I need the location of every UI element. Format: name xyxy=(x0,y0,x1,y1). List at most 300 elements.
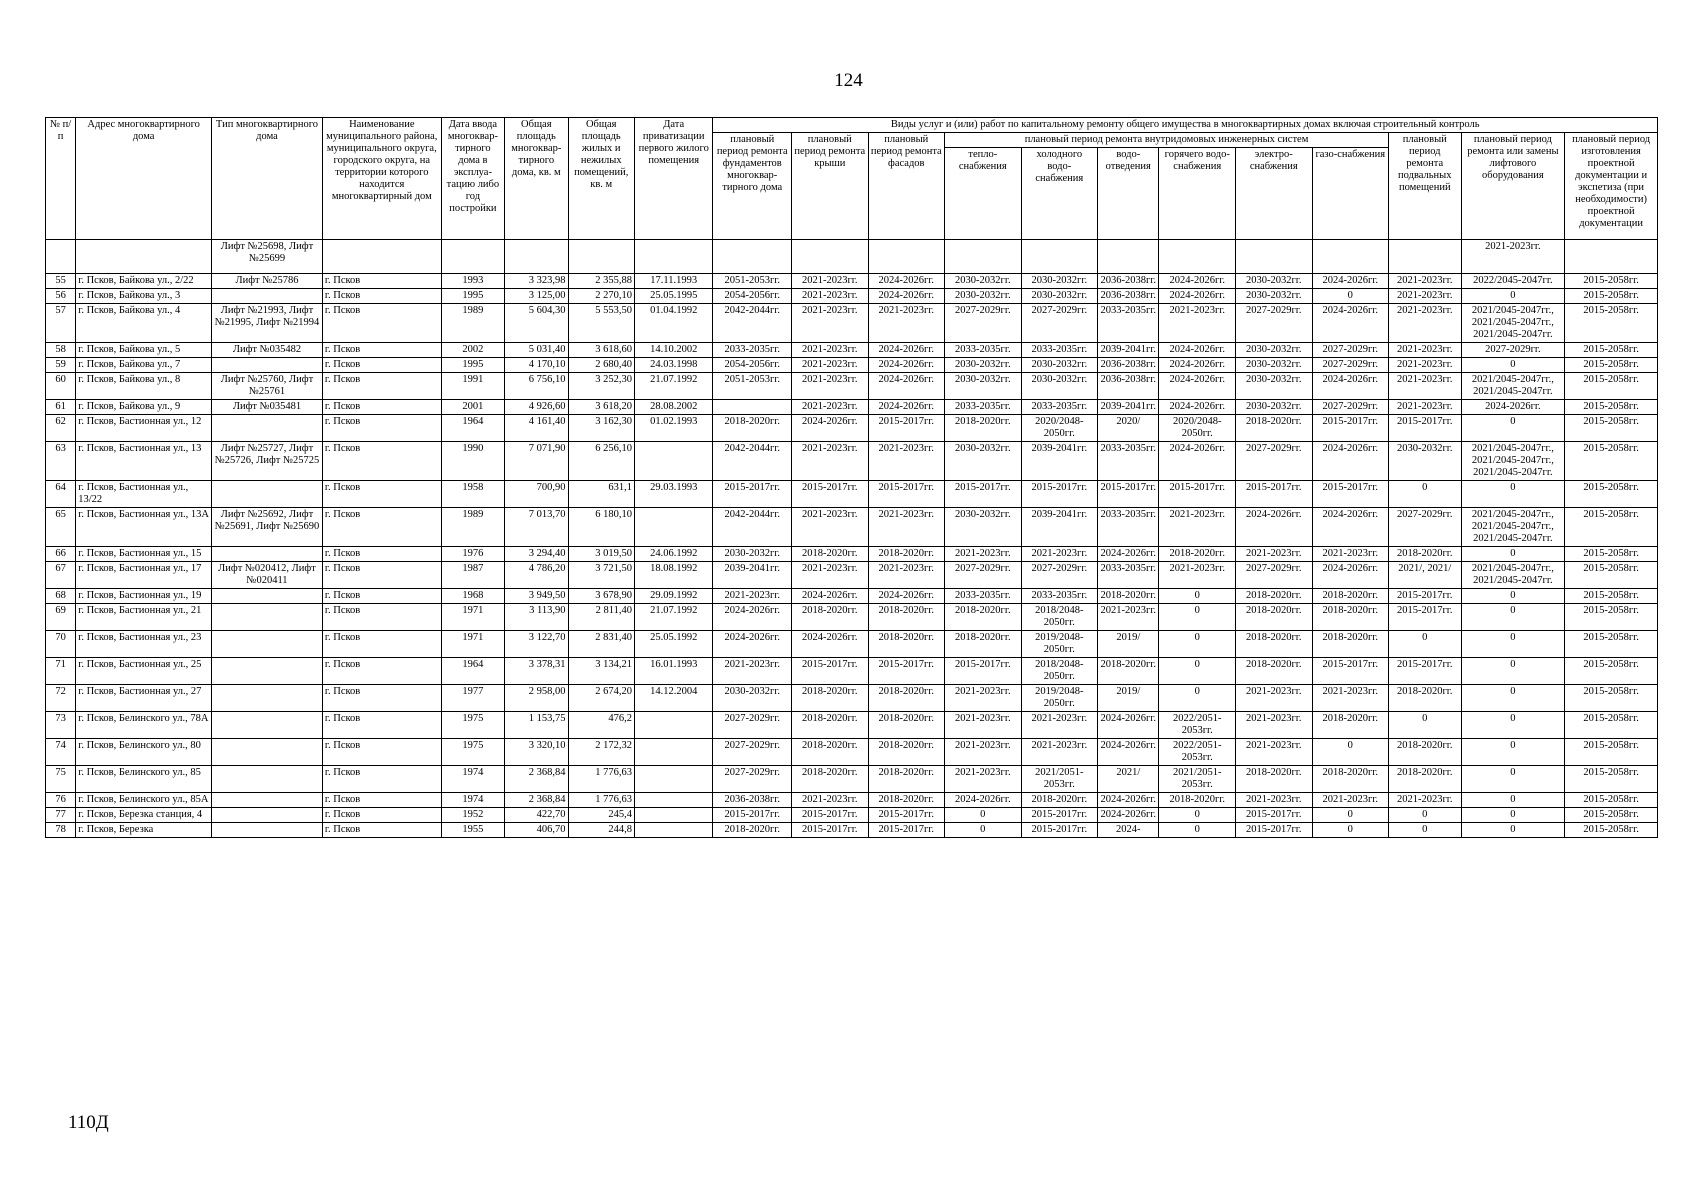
row-privatization xyxy=(634,712,713,739)
row-total-area: 3 122,70 xyxy=(505,631,568,658)
row-number: 70 xyxy=(46,631,76,658)
table-row xyxy=(46,766,1658,793)
row-gas: 2021-2023гг. xyxy=(1312,793,1389,808)
header-sewer: водо-отведения xyxy=(1098,148,1159,240)
row-basement: 2021/, 2021/ xyxy=(1389,562,1461,589)
row-gas: 2018-2020гг. xyxy=(1312,766,1389,793)
row-foundation: 2054-2056гг. xyxy=(713,289,792,304)
row-elevator: 2021/2045-2047гг., 2021/2045-2047гг. xyxy=(1461,373,1565,400)
row-cold-water: 2015-2017гг. xyxy=(1021,823,1098,838)
row-year: 1971 xyxy=(441,631,504,658)
row-sewer: 2018-2020гг. xyxy=(1098,658,1159,685)
row-gas: 2024-2026гг. xyxy=(1312,304,1389,343)
row-facade: 2018-2020гг. xyxy=(868,685,945,712)
row-design: 2015-2058гг. xyxy=(1565,481,1658,508)
row-electric: 2015-2017гг. xyxy=(1236,808,1313,823)
row-basement: 2015-2017гг. xyxy=(1389,658,1461,685)
row-number: 72 xyxy=(46,685,76,712)
row-address: г. Псков, Байкова ул., 2/22 xyxy=(76,274,212,289)
table-row xyxy=(46,400,1658,415)
row-foundation: 2039-2041гг. xyxy=(713,562,792,589)
row-heat: 2033-2035гг. xyxy=(945,400,1022,415)
header-municipality: Наименование муниципального района, муниципального округа, городского округа, на территории которого находится многоквартирный дом xyxy=(322,118,441,240)
row-total-area: 3 323,98 xyxy=(505,274,568,289)
row-foundation: 2024-2026гг. xyxy=(713,631,792,658)
row-year: 1952 xyxy=(441,808,504,823)
row-foundation: 2027-2029гг. xyxy=(713,739,792,766)
row-foundation: 2024-2026гг. xyxy=(713,604,792,631)
header-elevator: плановый период ремонта или замены лифтового оборудования xyxy=(1461,133,1565,240)
row-hot-water: 2024-2026гг. xyxy=(1159,400,1236,415)
row-facade: 2018-2020гг. xyxy=(868,712,945,739)
row-number: 74 xyxy=(46,739,76,766)
row-elevator: 2021/2045-2047гг., 2021/2045-2047гг. xyxy=(1461,562,1565,589)
row-sewer: 2024-2026гг. xyxy=(1098,712,1159,739)
row-total-area: 3 949,50 xyxy=(505,589,568,604)
row-cold-water: 2018/2048-2050гг. xyxy=(1021,658,1098,685)
table-row xyxy=(46,712,1658,739)
row-year: 1987 xyxy=(441,562,504,589)
row-roof: 2024-2026гг. xyxy=(792,415,869,442)
row-type xyxy=(212,808,323,823)
row-heat: 2024-2026гг. xyxy=(945,793,1022,808)
row-number: 61 xyxy=(46,400,76,415)
row-number: 75 xyxy=(46,766,76,793)
row-foundation: 2042-2044гг. xyxy=(713,442,792,481)
row-living-area: 1 776,63 xyxy=(568,766,634,793)
row-elevator: 2021/2045-2047гг., 2021/2045-2047гг., 2021/2045-2047гг. xyxy=(1461,442,1565,481)
row-facade: 2024-2026гг. xyxy=(868,343,945,358)
table-row xyxy=(46,631,1658,658)
row-facade: 2024-2026гг. xyxy=(868,274,945,289)
row-address: г. Псков, Байкова ул., 8 xyxy=(76,373,212,400)
row-electric: 2018-2020гг. xyxy=(1236,589,1313,604)
row-number: 67 xyxy=(46,562,76,589)
continuation-type: Лифт №25698, Лифт №25699 xyxy=(212,240,323,274)
header-engineering-group: плановый период ремонта внутридомовых инженерных систем xyxy=(945,133,1389,148)
row-municipality: г. Псков xyxy=(322,589,441,604)
row-gas: 2015-2017гг. xyxy=(1312,481,1389,508)
row-electric: 2018-2020гг. xyxy=(1236,604,1313,631)
row-sewer: 2039-2041гг. xyxy=(1098,400,1159,415)
row-type xyxy=(212,631,323,658)
row-basement: 2030-2032гг. xyxy=(1389,442,1461,481)
row-municipality: г. Псков xyxy=(322,415,441,442)
row-type xyxy=(212,685,323,712)
row-elevator: 2022/2045-2047гг. xyxy=(1461,274,1565,289)
row-type xyxy=(212,658,323,685)
row-year: 1990 xyxy=(441,442,504,481)
row-gas: 2018-2020гг. xyxy=(1312,604,1389,631)
row-total-area: 4 926,60 xyxy=(505,400,568,415)
row-living-area: 3 019,50 xyxy=(568,547,634,562)
header-num: № п/п xyxy=(46,118,76,240)
row-living-area: 2 831,40 xyxy=(568,631,634,658)
row-year: 1995 xyxy=(441,358,504,373)
row-hot-water: 2024-2026гг. xyxy=(1159,358,1236,373)
row-privatization: 21.07.1992 xyxy=(634,373,713,400)
row-municipality: г. Псков xyxy=(322,793,441,808)
row-address: г. Псков, Бастионная ул., 13А xyxy=(76,508,212,547)
row-electric: 2024-2026гг. xyxy=(1236,508,1313,547)
row-heat: 2030-2032гг. xyxy=(945,442,1022,481)
row-privatization: 29.03.1993 xyxy=(634,481,713,508)
row-hot-water: 2022/2051-2053гг. xyxy=(1159,739,1236,766)
row-design: 2015-2058гг. xyxy=(1565,562,1658,589)
row-hot-water: 2018-2020гг. xyxy=(1159,547,1236,562)
row-cold-water: 2027-2029гг. xyxy=(1021,562,1098,589)
row-type: Лифт №25786 xyxy=(212,274,323,289)
row-total-area: 5 031,40 xyxy=(505,343,568,358)
row-design: 2015-2058гг. xyxy=(1565,604,1658,631)
row-facade: 2015-2017гг. xyxy=(868,415,945,442)
row-address: г. Псков, Бастионная ул., 23 xyxy=(76,631,212,658)
row-municipality: г. Псков xyxy=(322,400,441,415)
continuation-row xyxy=(46,240,1658,274)
row-total-area: 422,70 xyxy=(505,808,568,823)
row-roof: 2021-2023гг. xyxy=(792,793,869,808)
row-basement: 0 xyxy=(1389,631,1461,658)
row-address: г. Псков, Бастионная ул., 25 xyxy=(76,658,212,685)
row-design: 2015-2058гг. xyxy=(1565,808,1658,823)
row-heat: 0 xyxy=(945,808,1022,823)
row-facade: 2018-2020гг. xyxy=(868,547,945,562)
row-facade: 2018-2020гг. xyxy=(868,739,945,766)
row-gas: 2021-2023гг. xyxy=(1312,685,1389,712)
row-foundation: 2030-2032гг. xyxy=(713,547,792,562)
row-year: 1976 xyxy=(441,547,504,562)
row-living-area: 3 618,20 xyxy=(568,400,634,415)
row-municipality: г. Псков xyxy=(322,508,441,547)
row-year: 1968 xyxy=(441,589,504,604)
row-type xyxy=(212,604,323,631)
row-hot-water: 2024-2026гг. xyxy=(1159,289,1236,304)
row-facade: 2024-2026гг. xyxy=(868,358,945,373)
row-facade: 2015-2017гг. xyxy=(868,658,945,685)
row-total-area: 4 161,40 xyxy=(505,415,568,442)
row-type: Лифт №25760, Лифт №25761 xyxy=(212,373,323,400)
row-roof: 2021-2023гг. xyxy=(792,358,869,373)
row-total-area: 700,90 xyxy=(505,481,568,508)
row-heat: 2033-2035гг. xyxy=(945,343,1022,358)
row-facade: 2024-2026гг. xyxy=(868,373,945,400)
row-elevator: 0 xyxy=(1461,823,1565,838)
header-hot-water: горячего водо-снабжения xyxy=(1159,148,1236,240)
row-elevator: 0 xyxy=(1461,547,1565,562)
row-number: 58 xyxy=(46,343,76,358)
row-design: 2015-2058гг. xyxy=(1565,508,1658,547)
row-year: 1991 xyxy=(441,373,504,400)
row-basement: 2021-2023гг. xyxy=(1389,400,1461,415)
row-heat: 2021-2023гг. xyxy=(945,766,1022,793)
row-electric: 2027-2029гг. xyxy=(1236,304,1313,343)
row-address: г. Псков, Белинского ул., 78А xyxy=(76,712,212,739)
row-municipality: г. Псков xyxy=(322,343,441,358)
row-hot-water: 0 xyxy=(1159,808,1236,823)
row-cold-water: 2033-2035гг. xyxy=(1021,400,1098,415)
row-hot-water: 2024-2026гг. xyxy=(1159,373,1236,400)
header-living-area: Общая площадь жилых и нежилых помещений, кв. м xyxy=(568,118,634,240)
row-type xyxy=(212,823,323,838)
row-electric: 2030-2032гг. xyxy=(1236,343,1313,358)
row-gas: 0 xyxy=(1312,289,1389,304)
header-commission-date: Дата ввода многоквар-тирного дома в эксплуа-тацию либо год постройки xyxy=(441,118,504,240)
row-elevator: 0 xyxy=(1461,289,1565,304)
row-gas: 0 xyxy=(1312,808,1389,823)
row-facade: 2024-2026гг. xyxy=(868,289,945,304)
row-cold-water: 2030-2032гг. xyxy=(1021,358,1098,373)
row-hot-water: 0 xyxy=(1159,658,1236,685)
row-foundation: 2036-2038гг. xyxy=(713,793,792,808)
row-sewer: 2024-2026гг. xyxy=(1098,808,1159,823)
row-address: г. Псков, Бастионная ул., 17 xyxy=(76,562,212,589)
row-elevator: 0 xyxy=(1461,631,1565,658)
row-roof: 2021-2023гг. xyxy=(792,289,869,304)
row-elevator: 0 xyxy=(1461,739,1565,766)
row-heat: 2021-2023гг. xyxy=(945,547,1022,562)
row-electric: 2015-2017гг. xyxy=(1236,823,1313,838)
row-municipality: г. Псков xyxy=(322,631,441,658)
row-roof: 2015-2017гг. xyxy=(792,808,869,823)
row-design: 2015-2058гг. xyxy=(1565,400,1658,415)
row-total-area: 6 756,10 xyxy=(505,373,568,400)
row-basement: 0 xyxy=(1389,712,1461,739)
row-cold-water: 2030-2032гг. xyxy=(1021,274,1098,289)
row-hot-water: 0 xyxy=(1159,823,1236,838)
row-design: 2015-2058гг. xyxy=(1565,589,1658,604)
row-privatization: 25.05.1995 xyxy=(634,289,713,304)
row-type: Лифт №21993, Лифт №21995, Лифт №21994 xyxy=(212,304,323,343)
row-total-area: 2 368,84 xyxy=(505,793,568,808)
row-hot-water: 0 xyxy=(1159,631,1236,658)
header-roof: плановый период ремонта крыши xyxy=(792,133,869,240)
header-basement: плановый период ремонта подвальных помещений xyxy=(1389,133,1461,240)
row-electric: 2030-2032гг. xyxy=(1236,289,1313,304)
row-sewer: 2024- xyxy=(1098,823,1159,838)
row-gas: 2024-2026гг. xyxy=(1312,508,1389,547)
row-foundation: 2051-2053гг. xyxy=(713,373,792,400)
row-total-area: 7 013,70 xyxy=(505,508,568,547)
row-heat: 2030-2032гг. xyxy=(945,289,1022,304)
continuation-elevator: 2021-2023гг. xyxy=(1461,240,1565,274)
row-total-area: 3 294,40 xyxy=(505,547,568,562)
row-basement: 2018-2020гг. xyxy=(1389,766,1461,793)
row-privatization: 01.02.1993 xyxy=(634,415,713,442)
row-gas: 2024-2026гг. xyxy=(1312,562,1389,589)
table-body xyxy=(46,240,1658,838)
row-electric: 2021-2023гг. xyxy=(1236,685,1313,712)
row-year: 1989 xyxy=(441,508,504,547)
row-heat: 2015-2017гг. xyxy=(945,481,1022,508)
row-facade: 2021-2023гг. xyxy=(868,562,945,589)
row-total-area: 3 125,00 xyxy=(505,289,568,304)
row-address: г. Псков, Байкова ул., 7 xyxy=(76,358,212,373)
row-sewer: 2036-2038гг. xyxy=(1098,358,1159,373)
row-basement: 0 xyxy=(1389,808,1461,823)
row-sewer: 2036-2038гг. xyxy=(1098,289,1159,304)
row-foundation: 2054-2056гг. xyxy=(713,358,792,373)
table-row xyxy=(46,589,1658,604)
row-design: 2015-2058гг. xyxy=(1565,274,1658,289)
row-foundation: 2021-2023гг. xyxy=(713,589,792,604)
table-row xyxy=(46,547,1658,562)
row-living-area: 5 553,50 xyxy=(568,304,634,343)
row-elevator: 0 xyxy=(1461,415,1565,442)
row-roof: 2015-2017гг. xyxy=(792,823,869,838)
row-design: 2015-2058гг. xyxy=(1565,415,1658,442)
row-cold-water: 2030-2032гг. xyxy=(1021,289,1098,304)
row-address: г. Псков, Байкова ул., 9 xyxy=(76,400,212,415)
row-address: г. Псков, Байкова ул., 4 xyxy=(76,304,212,343)
row-privatization: 17.11.1993 xyxy=(634,274,713,289)
row-living-area: 3 678,90 xyxy=(568,589,634,604)
row-foundation: 2018-2020гг. xyxy=(713,823,792,838)
row-number: 56 xyxy=(46,289,76,304)
row-total-area: 7 071,90 xyxy=(505,442,568,481)
row-living-area: 3 252,30 xyxy=(568,373,634,400)
row-hot-water: 2024-2026гг. xyxy=(1159,343,1236,358)
row-basement: 2018-2020гг. xyxy=(1389,547,1461,562)
row-electric: 2018-2020гг. xyxy=(1236,766,1313,793)
row-type xyxy=(212,712,323,739)
row-facade: 2015-2017гг. xyxy=(868,808,945,823)
row-roof: 2018-2020гг. xyxy=(792,766,869,793)
row-sewer: 2039-2041гг. xyxy=(1098,343,1159,358)
table-row xyxy=(46,442,1658,481)
row-gas: 2015-2017гг. xyxy=(1312,658,1389,685)
row-foundation: 2033-2035гг. xyxy=(713,343,792,358)
row-address: г. Псков, Бастионная ул., 27 xyxy=(76,685,212,712)
row-basement: 2021-2023гг. xyxy=(1389,304,1461,343)
header-facade: плановый период ремонта фасадов xyxy=(868,133,945,240)
row-basement: 0 xyxy=(1389,823,1461,838)
row-living-area: 3 162,30 xyxy=(568,415,634,442)
row-hot-water: 2021-2023гг. xyxy=(1159,508,1236,547)
row-hot-water: 2020/2048-2050гг. xyxy=(1159,415,1236,442)
row-sewer: 2036-2038гг. xyxy=(1098,373,1159,400)
row-sewer: 2020/ xyxy=(1098,415,1159,442)
row-foundation: 2051-2053гг. xyxy=(713,274,792,289)
row-living-area: 476,2 xyxy=(568,712,634,739)
row-elevator: 2021/2045-2047гг., 2021/2045-2047гг., 2021/2045-2047гг. xyxy=(1461,304,1565,343)
row-total-area: 3 378,31 xyxy=(505,658,568,685)
row-heat: 2018-2020гг. xyxy=(945,631,1022,658)
row-cold-water: 2020/2048-2050гг. xyxy=(1021,415,1098,442)
repair-schedule-table xyxy=(45,117,1658,838)
row-address: г. Псков, Байкова ул., 5 xyxy=(76,343,212,358)
row-facade: 2021-2023гг. xyxy=(868,442,945,481)
row-privatization: 14.12.2004 xyxy=(634,685,713,712)
row-address: г. Псков, Белинского ул., 85 xyxy=(76,766,212,793)
row-basement: 2021-2023гг. xyxy=(1389,793,1461,808)
row-total-area: 3 320,10 xyxy=(505,739,568,766)
row-roof: 2021-2023гг. xyxy=(792,304,869,343)
row-facade: 2018-2020гг. xyxy=(868,793,945,808)
row-electric: 2030-2032гг. xyxy=(1236,373,1313,400)
row-privatization: 14.10.2002 xyxy=(634,343,713,358)
header-total-area: Общая площадь многоквар-тирного дома, кв. м xyxy=(505,118,568,240)
row-sewer: 2024-2026гг. xyxy=(1098,739,1159,766)
row-design: 2015-2058гг. xyxy=(1565,793,1658,808)
row-hot-water: 2024-2026гг. xyxy=(1159,274,1236,289)
row-foundation: 2042-2044гг. xyxy=(713,304,792,343)
row-electric: 2030-2032гг. xyxy=(1236,400,1313,415)
table-row xyxy=(46,739,1658,766)
row-electric: 2030-2032гг. xyxy=(1236,358,1313,373)
row-roof: 2018-2020гг. xyxy=(792,712,869,739)
row-year: 2001 xyxy=(441,400,504,415)
row-design: 2015-2058гг. xyxy=(1565,766,1658,793)
row-type xyxy=(212,358,323,373)
row-municipality: г. Псков xyxy=(322,289,441,304)
row-elevator: 2021/2045-2047гг., 2021/2045-2047гг., 2021/2045-2047гг. xyxy=(1461,508,1565,547)
row-address: г. Псков, Бастионная ул., 13 xyxy=(76,442,212,481)
table-row xyxy=(46,274,1658,289)
table-row xyxy=(46,658,1658,685)
row-facade: 2021-2023гг. xyxy=(868,304,945,343)
row-roof: 2021-2023гг. xyxy=(792,343,869,358)
row-privatization xyxy=(634,793,713,808)
row-design: 2015-2058гг. xyxy=(1565,685,1658,712)
row-sewer: 2033-2035гг. xyxy=(1098,442,1159,481)
row-privatization xyxy=(634,823,713,838)
row-hot-water: 0 xyxy=(1159,685,1236,712)
row-design: 2015-2058гг. xyxy=(1565,547,1658,562)
row-year: 1977 xyxy=(441,685,504,712)
row-privatization xyxy=(634,766,713,793)
row-roof: 2024-2026гг. xyxy=(792,589,869,604)
row-municipality: г. Псков xyxy=(322,358,441,373)
row-cold-water: 2039-2041гг. xyxy=(1021,442,1098,481)
row-number: 73 xyxy=(46,712,76,739)
row-electric: 2018-2020гг. xyxy=(1236,415,1313,442)
row-roof: 2021-2023гг. xyxy=(792,442,869,481)
row-electric: 2021-2023гг. xyxy=(1236,739,1313,766)
row-year: 1958 xyxy=(441,481,504,508)
row-basement: 2015-2017гг. xyxy=(1389,589,1461,604)
row-number: 64 xyxy=(46,481,76,508)
table-row xyxy=(46,358,1658,373)
row-hot-water: 2022/2051-2053гг. xyxy=(1159,712,1236,739)
row-total-area: 2 958,00 xyxy=(505,685,568,712)
row-basement: 2021-2023гг. xyxy=(1389,274,1461,289)
row-sewer: 2033-2035гг. xyxy=(1098,304,1159,343)
row-facade: 2018-2020гг. xyxy=(868,766,945,793)
row-roof: 2018-2020гг. xyxy=(792,739,869,766)
row-hot-water: 2021-2023гг. xyxy=(1159,304,1236,343)
row-hot-water: 2021-2023гг. xyxy=(1159,562,1236,589)
row-roof: 2021-2023гг. xyxy=(792,400,869,415)
row-municipality: г. Псков xyxy=(322,658,441,685)
row-total-area: 4 786,20 xyxy=(505,562,568,589)
row-municipality: г. Псков xyxy=(322,739,441,766)
row-cold-water: 2030-2032гг. xyxy=(1021,373,1098,400)
row-number: 66 xyxy=(46,547,76,562)
row-heat: 2027-2029гг. xyxy=(945,562,1022,589)
row-municipality: г. Псков xyxy=(322,304,441,343)
row-year: 1974 xyxy=(441,766,504,793)
row-cold-water: 2021-2023гг. xyxy=(1021,547,1098,562)
row-design: 2015-2058гг. xyxy=(1565,739,1658,766)
row-living-area: 631,1 xyxy=(568,481,634,508)
row-total-area: 406,70 xyxy=(505,823,568,838)
row-number: 76 xyxy=(46,793,76,808)
row-privatization: 24.03.1998 xyxy=(634,358,713,373)
row-hot-water: 2018-2020гг. xyxy=(1159,793,1236,808)
row-cold-water: 2033-2035гг. xyxy=(1021,589,1098,604)
row-gas: 2027-2029гг. xyxy=(1312,358,1389,373)
row-heat: 0 xyxy=(945,823,1022,838)
